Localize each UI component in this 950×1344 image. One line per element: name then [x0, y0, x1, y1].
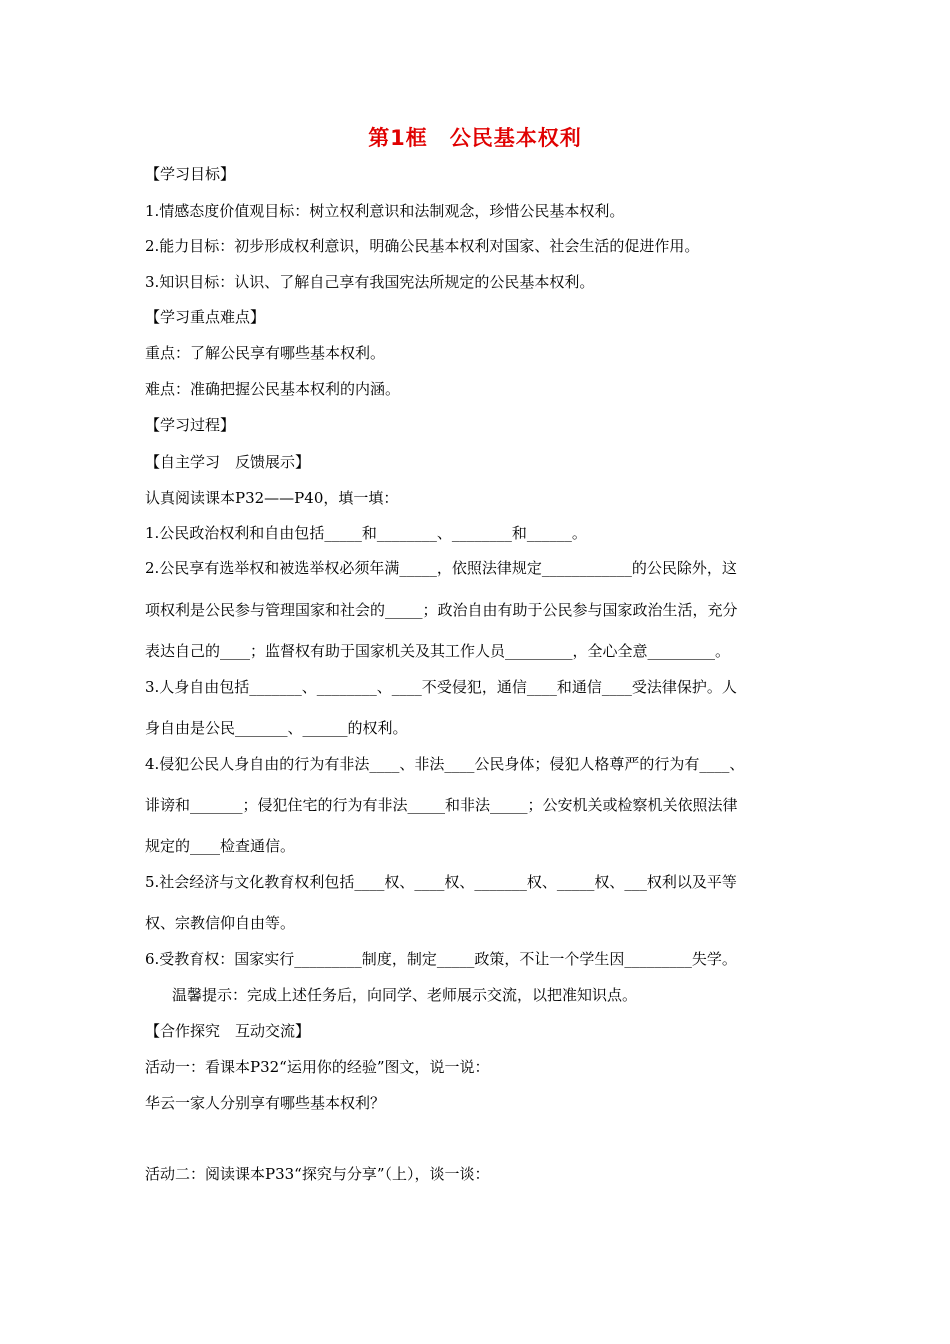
question-2-line-3: 表达自己的____；监督权有助于国家机关及其工作人员_________，全心全意_________。	[145, 642, 731, 660]
question-2-line-1: 2.公民享有选举权和被选举权必须年满_____，依照法律规定____________的公民除外，这	[145, 559, 737, 577]
objective-1: 1.情感态度价值观目标：树立权利意识和法制观念，珍惜公民基本权利。	[145, 202, 625, 220]
question-3-line-2: 身自由是公民_______、______的权利。	[145, 719, 408, 737]
key-point: 重点：了解公民享有哪些基本权利。	[145, 344, 386, 362]
question-5-line-1: 5.社会经济与文化教育权利包括____权、____权、_______权、_____权、___权利以及平等	[145, 873, 737, 891]
instruction-line: 认真阅读课本P32——P40，填一填：	[145, 489, 399, 507]
question-4-line-2: 诽谤和_______；侵犯住宅的行为有非法_____和非法_____；公安机关或检察机关依照法律	[145, 796, 738, 814]
activity-2: 活动二：阅读课本P33“探究与分享”（上），谈一谈：	[145, 1165, 490, 1183]
question-6: 6.受教育权：国家实行_________制度，制定_____政策，不让一个学生因_________失学。	[145, 950, 737, 968]
page-title: 第1框 公民基本权利	[368, 126, 582, 150]
question-1: 1.公民政治权利和自由包括_____和________、________和______。	[145, 524, 587, 542]
objective-2: 2.能力目标：初步形成权利意识，明确公民基本权利对国家、社会生活的促进作用。	[145, 237, 700, 255]
section-heading-self-study: 【自主学习 反馈展示】	[145, 453, 311, 471]
activity-1-question: 华云一家人分别享有哪些基本权利？	[145, 1094, 386, 1112]
section-heading-key-points: 【学习重点难点】	[145, 308, 266, 326]
section-heading-cooperation: 【合作探究 互动交流】	[145, 1022, 311, 1040]
question-2-line-2: 项权利是公民参与管理国家和社会的_____；政治自由有助于公民参与国家政治生活，充分	[145, 601, 738, 619]
question-4-line-3: 规定的____检查通信。	[145, 837, 296, 855]
objective-3: 3.知识目标：认识、了解自己享有我国宪法所规定的公民基本权利。	[145, 273, 595, 291]
question-4-line-1: 4.侵犯公民人身自由的行为有非法____、非法____公民身体；侵犯人格尊严的行为有____、	[145, 755, 745, 773]
section-heading-objectives: 【学习目标】	[145, 165, 236, 183]
question-3-line-1: 3.人身自由包括_______、________、____不受侵犯，通信____和通信____受法律保护。人	[145, 678, 737, 696]
activity-1: 活动一：看课本P32“运用你的经验”图文，说一说：	[145, 1058, 490, 1076]
section-heading-process: 【学习过程】	[145, 416, 236, 434]
difficult-point: 难点：准确把握公民基本权利的内涵。	[145, 380, 401, 398]
question-5-line-2: 权、宗教信仰自由等。	[145, 914, 296, 932]
reminder-tip: 温馨提示：完成上述任务后，向同学、老师展示交流，以把准知识点。	[172, 986, 638, 1004]
